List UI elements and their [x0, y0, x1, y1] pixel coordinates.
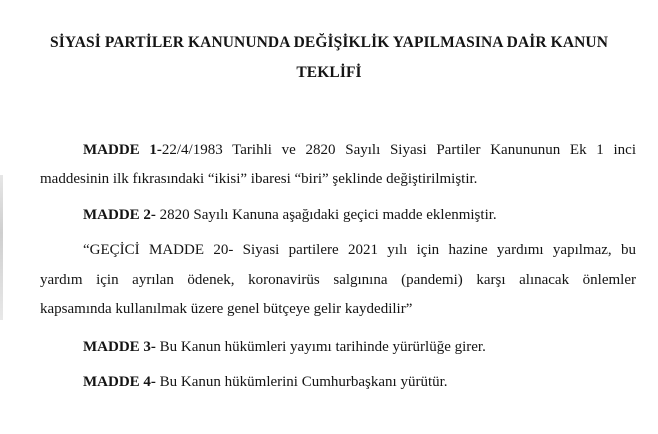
gecici-madde-line-1: “GEÇİCİ MADDE 20- Siyasi partilere 2021 yılı için hazine yardımı yapılmaz, bu — [83, 242, 636, 258]
scan-edge-shadow — [0, 175, 3, 320]
madde-1-line-1 — [83, 142, 636, 159]
document-title-line-1: SİYASİ PARTİLER KANUNUNDA DEĞİŞİKLİK YAPILMASINA DAİR KANUN — [49, 34, 608, 51]
madde-3-label: MADDE 3- — [83, 339, 156, 355]
madde-4-text: Bu Kanun hükümlerini Cumhurbaşkanı yürütür. — [155, 374, 448, 390]
madde-1-label: MADDE 1- — [83, 142, 162, 158]
madde-1-line-2: maddesinin ilk fıkrasındaki “ikisi” ibaresi “biri” şeklinde değiştirilmiştir. — [40, 171, 478, 187]
madde-4-label: MADDE 4- — [83, 374, 156, 390]
madde-4-paragraph — [83, 374, 448, 391]
madde-3-text: Bu Kanun hükümleri yayımı tarihinde yürürlüğe girer. — [155, 339, 486, 355]
gecici-madde-line-2: yardım için ayrılan ödenek, koronavirüs salgınına (pandemi) karşı alınacak önlemler — [40, 272, 636, 288]
document-title-line-2: TEKLİFİ — [296, 64, 362, 81]
madde-2-text: 2820 Sayılı Kanuna aşağıdaki geçici madde eklenmiştir. — [155, 207, 497, 223]
gecici-madde-line-3: kapsamında kullanılmak üzere genel bütçeye gelir kaydedilir” — [40, 301, 413, 317]
madde-2-label: MADDE 2- — [83, 207, 156, 223]
madde-2-paragraph — [83, 207, 497, 224]
madde-1-text-line-1: 22/4/1983 Tarihli ve 2820 Sayılı Siyasi Partiler Kanununun Ek 1 inci — [161, 142, 636, 158]
madde-3-paragraph — [83, 339, 486, 356]
